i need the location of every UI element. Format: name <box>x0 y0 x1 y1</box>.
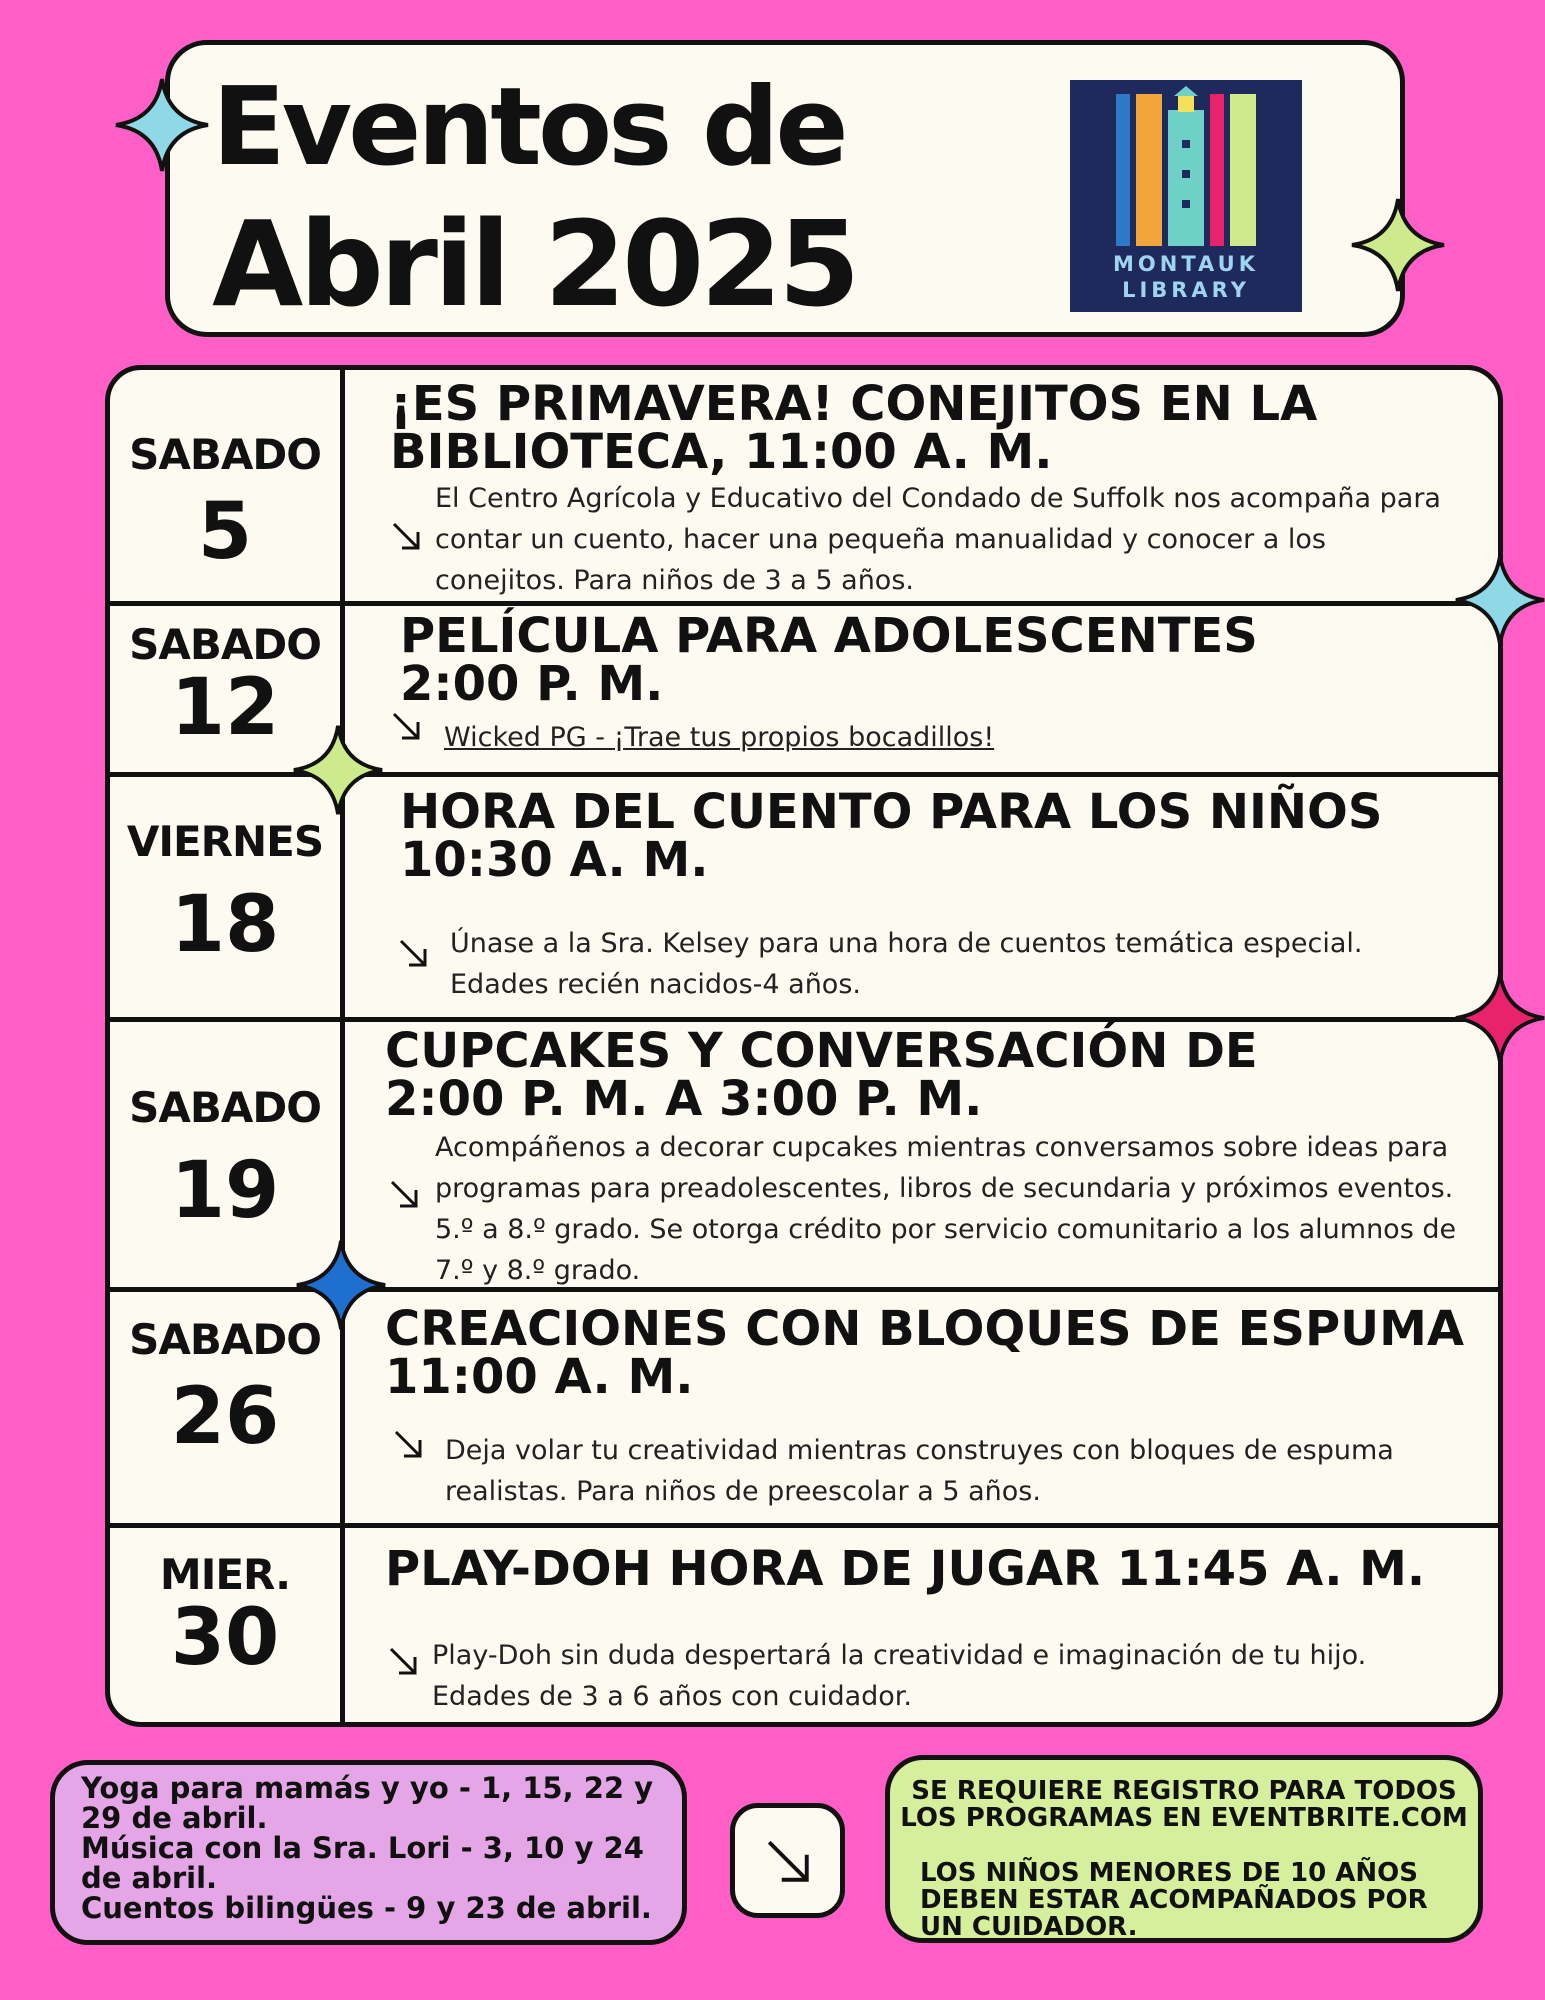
event-title: PLAY-DOH HORA DE JUGAR 11:45 A. M. <box>385 1541 1426 1597</box>
sparkle-star-icon <box>293 1237 389 1333</box>
row-divider <box>110 1523 1498 1528</box>
day-number: 12 <box>170 663 280 753</box>
supervision-notice: LOS NIÑOS MENORES DE 10 AÑOS DEBEN ESTAR ACOMPAÑADOS POR UN CUIDADOR. <box>920 1858 1428 1942</box>
event-date <box>110 817 340 970</box>
registration-notice: SE REQUIERE REGISTRO PARA TODOS LOS PROGRAMAS EN EVENTBRITE.COM <box>900 1776 1468 1833</box>
event-description: Acompáñenos a decorar cupcakes mientras conversamos sobre ideas para programas para preadolescentes, libros de secundaria y próximos eventos. 5.º a 8.º grado. Se otorga crédito por servicio comunitario a los alumnos de 7.º y 8.º grado. <box>435 1132 1457 1286</box>
row-divider <box>110 1017 1498 1022</box>
day-number: 30 <box>170 1593 280 1683</box>
event-date <box>110 1315 340 1462</box>
arrow-down-right-icon <box>388 1178 420 1210</box>
page-title-line1: Eventos de <box>212 65 845 190</box>
arrow-down-right-icon <box>763 1836 813 1886</box>
event-title: PELÍCULA PARA ADOLESCENTES 2:00 P. M. <box>400 608 1258 712</box>
day-name: SABADO <box>129 430 321 479</box>
registration-notice-box <box>885 1755 1483 1943</box>
arrow-box <box>730 1803 845 1918</box>
arrow-down-right-icon <box>392 1428 424 1460</box>
sparkle-star-icon <box>1452 552 1545 648</box>
arrow-down-right-icon <box>397 937 429 969</box>
recurring-events-box <box>50 1760 687 1945</box>
day-number: 5 <box>197 487 253 577</box>
event-date <box>110 1550 340 1683</box>
event-description: Play-Doh sin duda despertará la creatividad e imaginación de tu hijo. Edades de 3 a 6 años con cuidador. <box>432 1640 1367 1712</box>
event-date <box>110 1083 340 1236</box>
events-table <box>105 365 1503 1727</box>
arrow-down-right-icon <box>390 710 422 742</box>
event-title: HORA DEL CUENTO PARA LOS NIÑOS 10:30 A. M. <box>400 784 1383 888</box>
sparkle-star-icon <box>1348 195 1448 295</box>
sparkle-star-icon <box>112 75 212 175</box>
montauk-library-logo <box>1070 80 1302 312</box>
event-description-link[interactable] <box>444 717 1444 758</box>
event-date <box>110 430 340 577</box>
day-number: 18 <box>170 880 280 970</box>
event-title: ¡ES PRIMAVERA! CONEJITOS EN LA BIBLIOTECA, 11:00 A. M. <box>390 376 1318 480</box>
day-name: MIER. <box>159 1550 291 1599</box>
row-divider <box>110 601 1498 606</box>
day-name: SABADO <box>129 1315 321 1364</box>
day-name: VIERNES <box>126 817 324 866</box>
logo-text-line1: MONTAUK <box>1113 252 1259 276</box>
arrow-down-right-icon <box>390 520 422 552</box>
recurring-event: Música con la Sra. Lori - 3, 10 y 24 de abril. <box>81 1831 644 1895</box>
day-number: 26 <box>170 1372 280 1462</box>
column-divider <box>340 370 345 1722</box>
page-title-line2: Abril 2025 <box>212 195 857 333</box>
day-number: 19 <box>170 1146 280 1236</box>
event-description: El Centro Agrícola y Educativo del Condado de Suffolk nos acompaña para contar un cuento, hacer una pequeña manualidad y conocer a los conejitos. Para niños de 3 a 5 años. <box>435 483 1441 596</box>
sparkle-star-icon <box>1452 970 1545 1066</box>
recurring-event: Yoga para mamás y yo - 1, 15, 22 y 29 de abril. <box>81 1771 654 1835</box>
event-description: Únase a la Sra. Kelsey para una hora de cuentos temática especial. Edades recién nacidos-4 años. <box>450 928 1363 1000</box>
day-name: SABADO <box>129 620 321 669</box>
sparkle-star-icon <box>290 722 386 818</box>
day-name: SABADO <box>129 1083 321 1132</box>
event-description[interactable]: Wicked PG - ¡Trae tus propios bocadillos! <box>444 722 995 753</box>
arrow-down-right-icon <box>387 1645 419 1677</box>
event-title: CUPCAKES Y CONVERSACIÓN DE 2:00 P. M. A 3:00 P. M. <box>385 1023 1258 1127</box>
recurring-event: Cuentos bilingües - 9 y 23 de abril. <box>81 1891 652 1925</box>
logo-text-line2: LIBRARY <box>1122 278 1250 302</box>
event-title: CREACIONES CON BLOQUES DE ESPUMA 11:00 A. M. <box>385 1301 1465 1405</box>
event-description: Deja volar tu creatividad mientras construyes con bloques de espuma realistas. Para niños de preescolar a 5 años. <box>445 1435 1394 1507</box>
